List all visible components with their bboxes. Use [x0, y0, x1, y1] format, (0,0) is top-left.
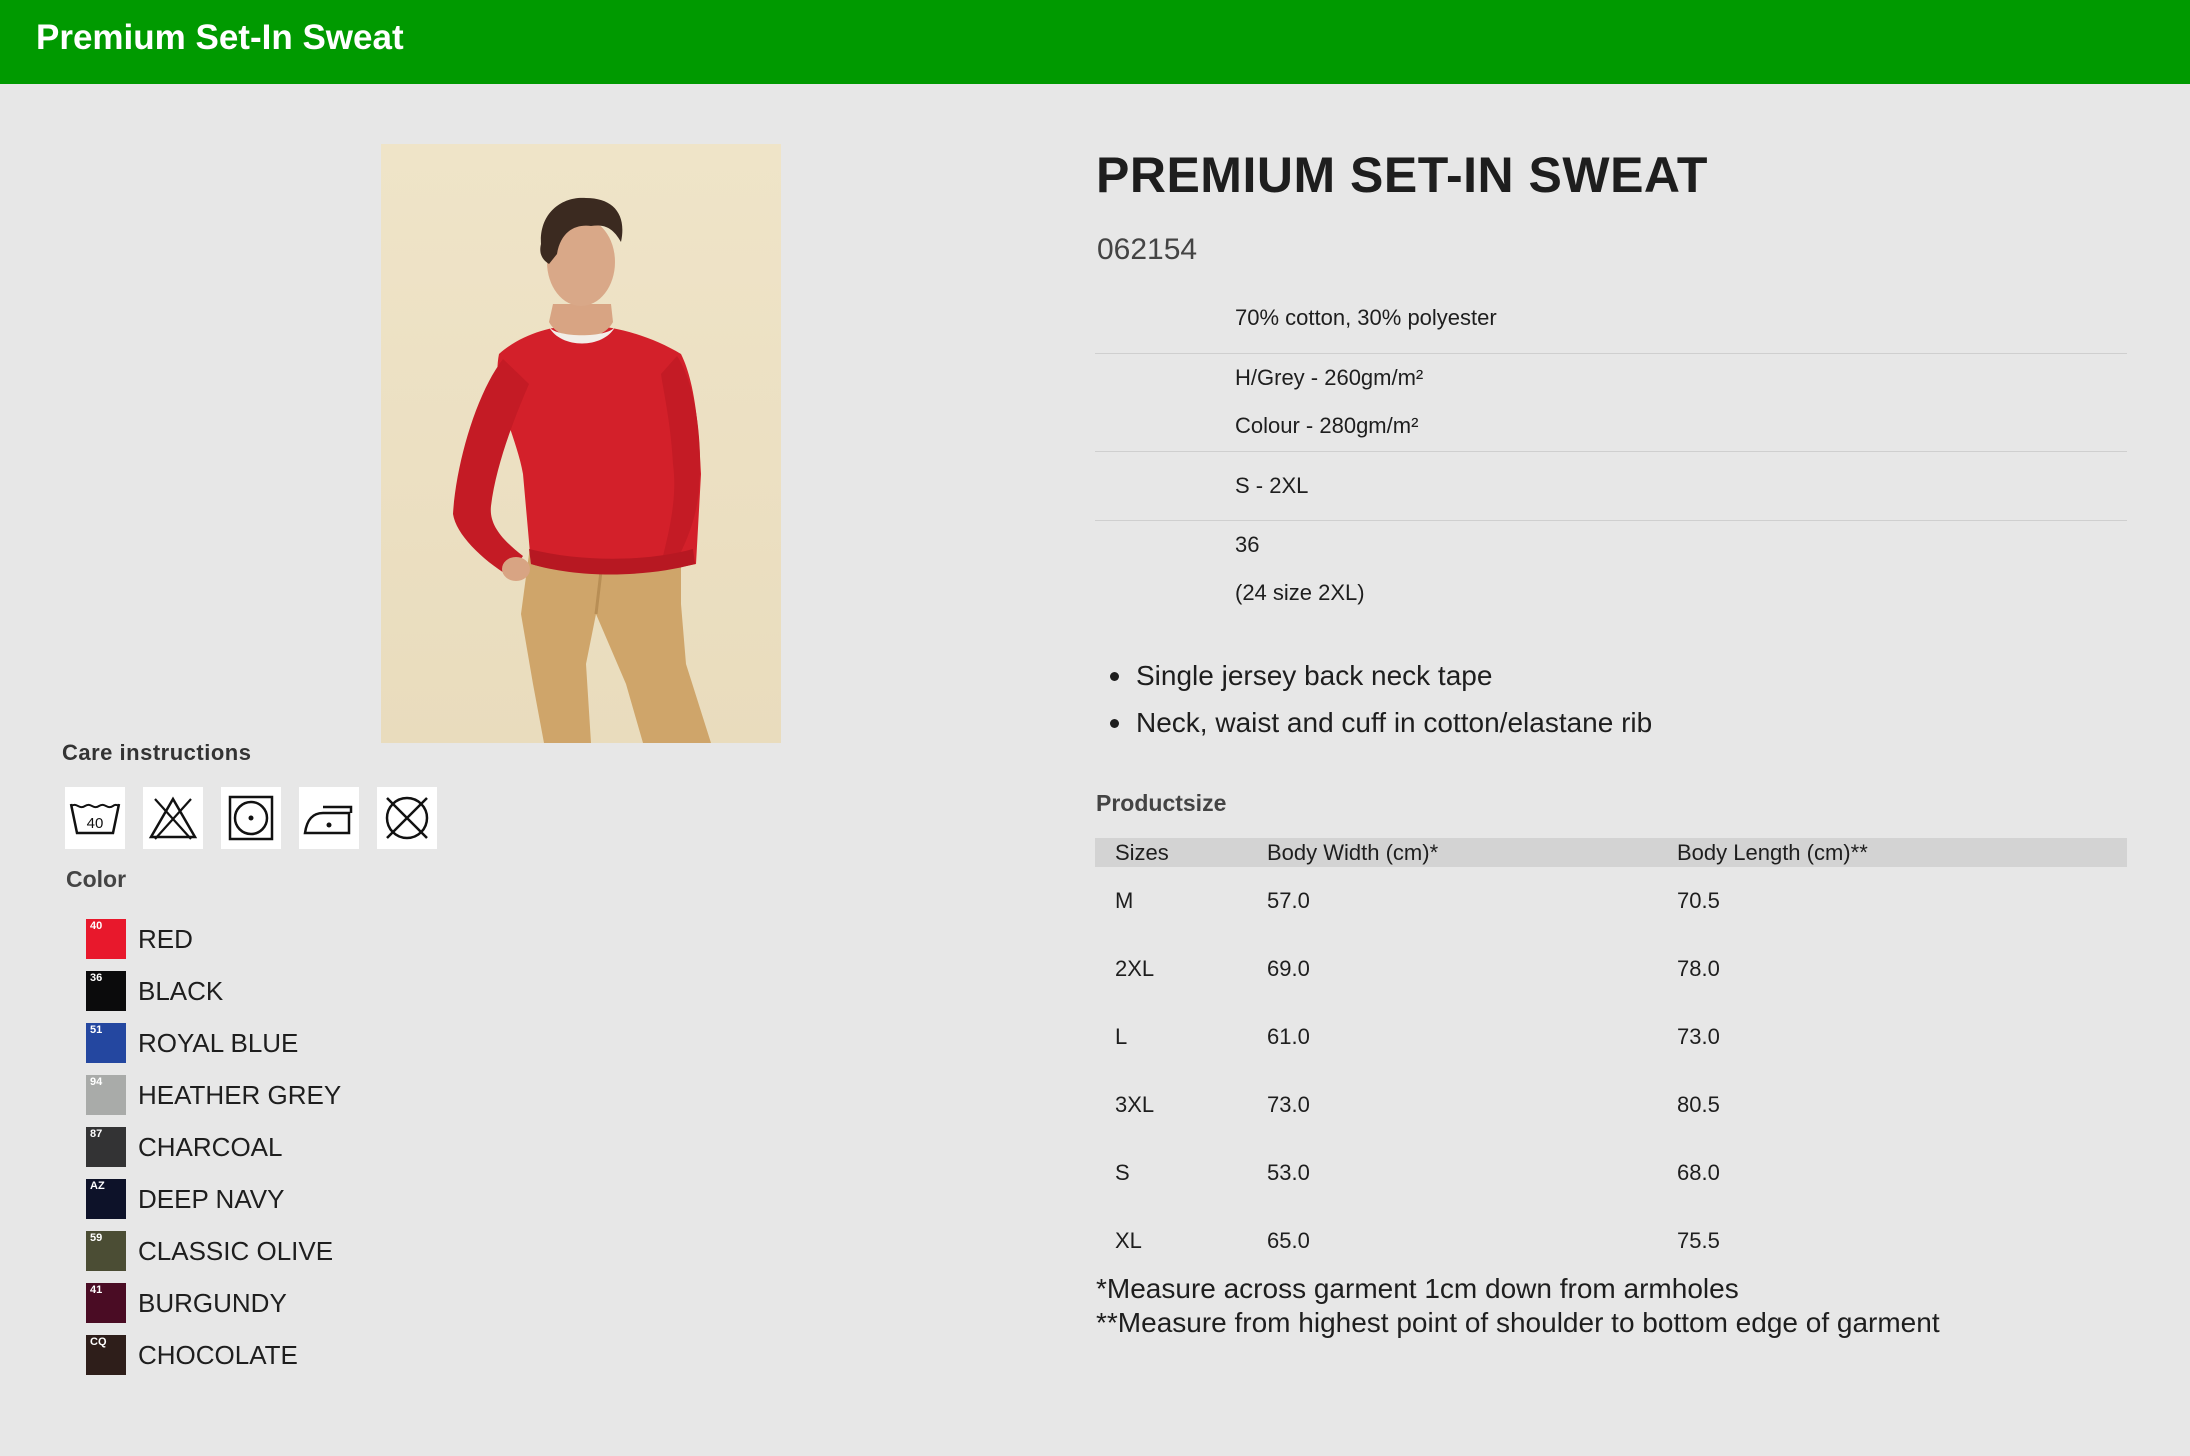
color-code: 51	[90, 1024, 103, 1036]
productsize-title: Productsize	[1096, 790, 1227, 816]
color-section-title: Color	[66, 866, 127, 892]
color-code: 87	[90, 1128, 103, 1140]
column-header-body-width: Body Width (cm)*	[1267, 838, 1677, 867]
no-bleach-icon	[143, 787, 203, 849]
color-name: CHOCOLATE	[138, 1340, 298, 1370]
color-option[interactable]	[86, 1023, 586, 1063]
length-cell: 80.5	[1677, 1092, 1720, 1117]
length-cell: 73.0	[1677, 1024, 1720, 1049]
size-cell: 3XL	[1115, 1092, 1155, 1117]
color-code: CQ	[90, 1336, 107, 1348]
color-option[interactable]	[86, 919, 586, 959]
color-swatch[interactable]	[86, 971, 126, 1011]
iron-low-icon	[299, 787, 359, 849]
feature-item: Single jersey back neck tape	[1108, 652, 1652, 699]
color-option[interactable]	[86, 1075, 586, 1115]
color-code: 40	[90, 920, 103, 932]
color-swatch[interactable]	[86, 1335, 126, 1375]
color-name: DEEP NAVY	[138, 1184, 285, 1214]
column-header-sizes: Sizes	[1095, 838, 1267, 867]
pack-note-text: (24 size 2XL)	[1235, 580, 1365, 605]
color-code: 94	[90, 1076, 103, 1088]
color-name: ROYAL BLUE	[138, 1028, 299, 1058]
color-name: BLACK	[138, 976, 224, 1006]
color-name: CLASSIC OLIVE	[138, 1236, 334, 1266]
pack-quantity-text: 36	[1235, 532, 1260, 557]
color-code: 41	[90, 1284, 103, 1296]
weight-colour-text: Colour - 280gm/m²	[1235, 413, 1419, 438]
width-cell: 57.0	[1267, 888, 1310, 913]
column-header-body-length: Body Length (cm)**	[1677, 838, 2127, 867]
size-cell: S	[1115, 1160, 1130, 1185]
spec-divider	[1095, 353, 2127, 354]
tumble-dry-icon	[221, 787, 281, 849]
color-name: BURGUNDY	[138, 1288, 287, 1318]
width-cell: 73.0	[1267, 1092, 1310, 1117]
size-cell: L	[1115, 1024, 1128, 1049]
color-option[interactable]	[86, 1231, 586, 1271]
spec-divider	[1095, 520, 2127, 521]
color-code: AZ	[90, 1180, 105, 1192]
length-cell: 78.0	[1677, 956, 1720, 981]
color-swatch[interactable]	[86, 1179, 126, 1219]
length-note: **Measure from highest point of shoulder to bottom edge of garment	[1096, 1307, 1940, 1338]
color-option[interactable]	[86, 1335, 586, 1375]
color-option[interactable]	[86, 1127, 586, 1167]
measurement-notes	[1096, 1272, 1940, 1340]
width-cell: 69.0	[1267, 956, 1310, 981]
weight-grey-text: H/Grey - 260gm/m²	[1235, 365, 1424, 390]
length-cell: 68.0	[1677, 1160, 1720, 1185]
color-option[interactable]	[86, 1283, 586, 1323]
header-bar	[0, 0, 2190, 84]
color-swatch[interactable]	[86, 1231, 126, 1271]
size-range-text: S - 2XL	[1235, 473, 1309, 498]
color-swatch[interactable]	[86, 1283, 126, 1323]
table-row	[1095, 935, 2127, 1003]
product-photo	[381, 144, 781, 743]
product-title: PREMIUM SET-IN SWEAT	[1096, 147, 1708, 203]
care-instructions-title: Care instructions	[62, 740, 252, 765]
size-table	[1095, 838, 2127, 1275]
table-row	[1095, 1139, 2127, 1207]
width-cell: 53.0	[1267, 1160, 1310, 1185]
length-cell: 70.5	[1677, 888, 1720, 913]
size-table-header	[1095, 838, 2127, 867]
color-name: RED	[138, 924, 193, 954]
color-code: 36	[90, 972, 103, 984]
spec-divider	[1095, 451, 2127, 452]
feature-item: Neck, waist and cuff in cotton/elastane rib	[1108, 699, 1652, 746]
color-swatch[interactable]	[86, 1023, 126, 1063]
color-swatch[interactable]	[86, 1075, 126, 1115]
feature-list	[1108, 652, 1652, 746]
table-row	[1095, 1071, 2127, 1139]
no-dry-clean-icon	[377, 787, 437, 849]
color-option[interactable]	[86, 1179, 586, 1219]
wash-temperature: 40	[86, 815, 104, 832]
width-cell: 65.0	[1267, 1228, 1310, 1253]
color-option[interactable]	[86, 971, 586, 1011]
page-header-title: Premium Set-In Sweat	[36, 18, 404, 57]
width-cell: 61.0	[1267, 1024, 1310, 1049]
table-row	[1095, 867, 2127, 935]
color-name: HEATHER GREY	[138, 1080, 342, 1110]
color-swatch[interactable]	[86, 919, 126, 959]
composition-text: 70% cotton, 30% polyester	[1235, 305, 1497, 330]
color-code: 59	[90, 1232, 103, 1244]
color-swatch[interactable]	[86, 1127, 126, 1167]
table-row	[1095, 1207, 2127, 1275]
width-note: *Measure across garment 1cm down from armholes	[1096, 1273, 1739, 1304]
product-code: 062154	[1097, 233, 1198, 266]
color-name: CHARCOAL	[138, 1132, 283, 1162]
size-cell: 2XL	[1115, 956, 1155, 981]
size-cell: XL	[1115, 1228, 1142, 1253]
table-row	[1095, 1003, 2127, 1071]
size-cell: M	[1115, 888, 1134, 913]
wash-40-icon	[65, 787, 125, 849]
length-cell: 75.5	[1677, 1228, 1720, 1253]
